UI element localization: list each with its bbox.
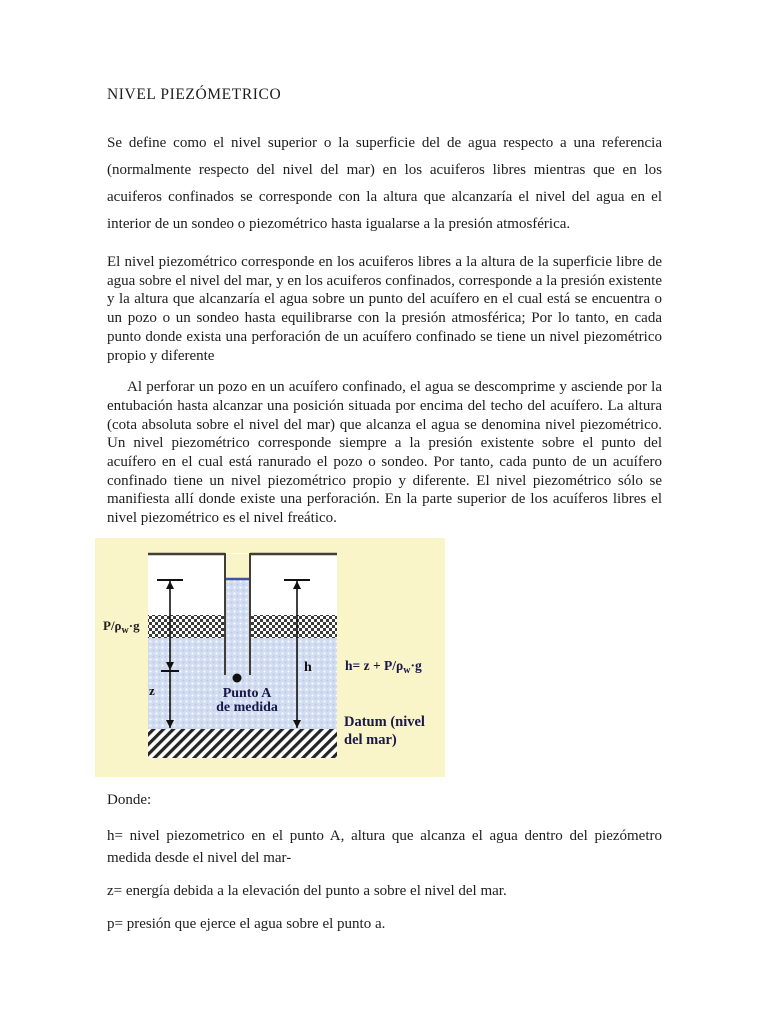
tube-water-column: [226, 579, 249, 675]
z-label: z: [149, 683, 155, 698]
point-a-label-line1: Punto A: [222, 686, 272, 701]
donde-label: Donde:: [107, 792, 152, 808]
page-title: [107, 86, 662, 104]
bedrock-hatch: [148, 729, 337, 758]
tube-air-gap: [226, 554, 249, 579]
piezometric-level-figure: [95, 538, 445, 777]
variable-definitions: [107, 789, 662, 935]
document-body: [107, 86, 662, 541]
point-a-label-line2: de medida: [216, 700, 278, 715]
paragraph-definition: Se define como el nivel superior o la superficie del de agua respecto a una referencia (normalmente respecto del nivel del mar) en los acuiferos libres mientras que en los acuiferos confinados se corresponde con la altura que alcanzaría el nivel del agua en el interior de un sondeo o piezométrico hasta igualarse a la presión atmosférica.: [107, 135, 662, 232]
paragraph-perforation: Al perforar un pozo en un acuífero confinado, el agua se descomprime y asciende por la entubación hasta alcanzar una posición situada por encima del techo del acuífero. La altura (cota absoluta sobre el nivel del mar) que alcanza el agua se denomina nivel piezométrico. Un nivel piezométrico corresponde siempre a la presión existente sobre el punto del acuífero en el cual está ranurado el pozo o sondeo. Por tanto, cada punto de un acuífero confinado tiene un nivel piezométrico propio y diferente. El nivel piezométrico sólo se manifiesta allí donde existe una perforación. En la parte superior de los acuíferos libres el nivel piezométrico es el nivel freático.: [107, 379, 662, 527]
piezometer-diagram: [95, 538, 445, 777]
page-title-text: NIVEL PIEZÓMETRICO: [107, 86, 282, 103]
head-formula-label: $h= z + P/\rho_w\cdot g$: [345, 658, 422, 676]
datum-label-line1: Datum (nivel: [344, 714, 425, 730]
h-label: h: [304, 660, 312, 675]
paragraph-correspondence: El nivel piezométrico corresponde en los acuiferos libres a la altura de la superficie libre de agua sobre el nivel del mar, y en los acuiferos confinados, corresponde a la presión existente y la altura que alcanzaría el agua sobre un punto del acuífero en el cual está se encuentra o un pozo o un sondeo hasta equilibrarse con la presión atmosférica; Por lo tanto, en cada punto donde exista una perforación de un acuífero confinado se tiene un nivel piezométrico propio y diferente: [107, 254, 662, 364]
definition-p: p= presión que ejerce el agua sobre el punto a.: [107, 916, 386, 932]
definition-z: z= energía debida a la elevación del punto a sobre el nivel del mar.: [107, 883, 507, 899]
definition-h: h= nivel piezometrico en el punto A, altura que alcanza el agua dentro del piezómetro medida desde el nivel del mar-: [107, 828, 662, 866]
pressure-head-label: $P/\rho_w\cdot g$: [103, 618, 140, 636]
point-a-dot: [233, 674, 242, 683]
datum-label-line2: del mar): [344, 732, 397, 748]
